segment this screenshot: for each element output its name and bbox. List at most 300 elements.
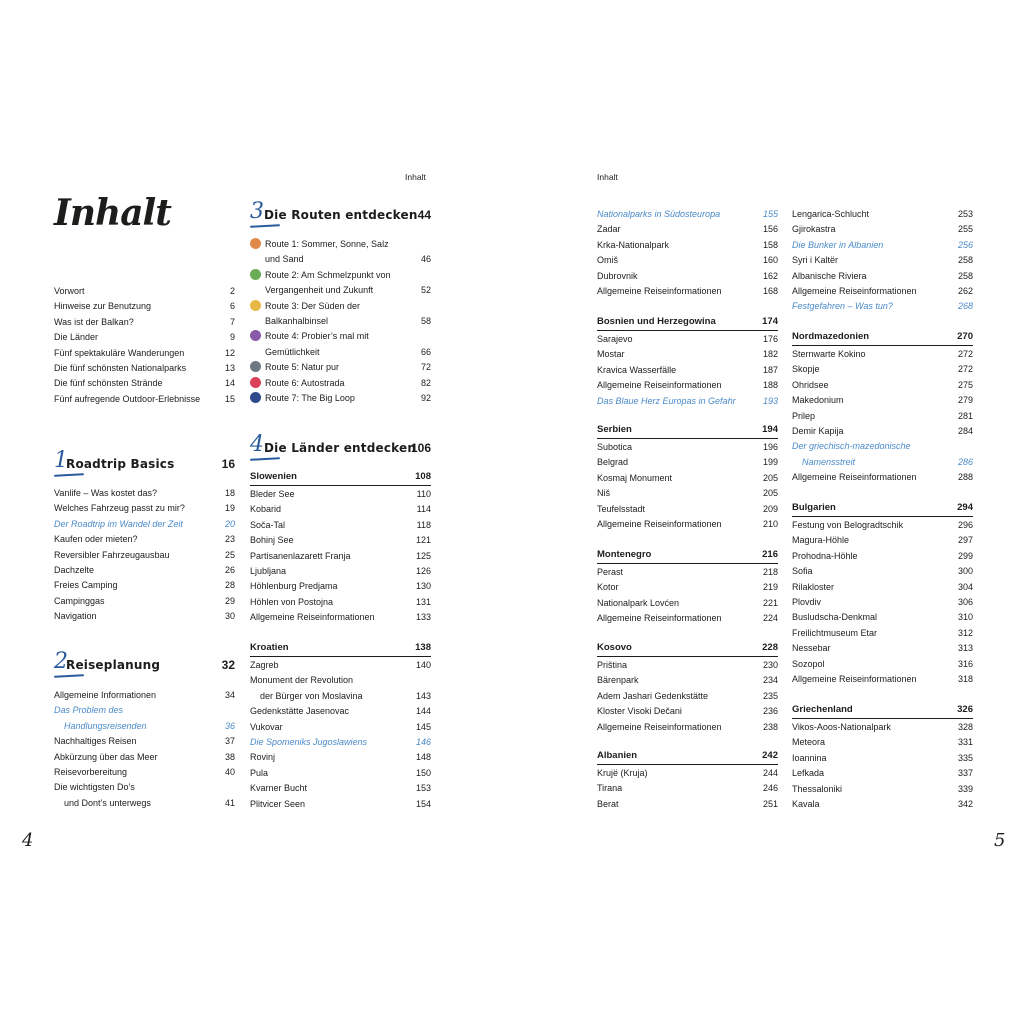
- toc-entry[interactable]: [54, 734, 235, 749]
- entry-title: Sofia: [792, 566, 813, 577]
- toc-entry[interactable]: [792, 657, 973, 672]
- country-heading[interactable]: [792, 703, 973, 719]
- entry-page: 258: [957, 255, 973, 266]
- entry-title: Festung von Belogradtschik: [792, 520, 904, 530]
- route-color-dot-icon: [250, 300, 261, 311]
- toc-entry[interactable]: [597, 673, 778, 688]
- chapter-number: 2: [54, 649, 68, 674]
- entry-title: Kobarid: [250, 504, 282, 515]
- country-heading[interactable]: [597, 548, 778, 564]
- toc-entry[interactable]: [250, 673, 431, 688]
- country-heading[interactable]: [792, 330, 973, 346]
- route-color-dot-icon: [250, 361, 261, 372]
- toc-entry[interactable]: [597, 704, 778, 719]
- toc-entry[interactable]: [54, 299, 235, 314]
- toc-entry[interactable]: [597, 363, 778, 378]
- entry-title: Tirana: [597, 783, 623, 794]
- toc-entry[interactable]: [597, 502, 778, 517]
- entry-title: Namensstreit: [802, 456, 856, 467]
- toc-entry[interactable]: [54, 517, 235, 532]
- entry-title: Allgemeine Reiseinformationen: [597, 613, 722, 624]
- entry-page: 46: [420, 254, 431, 265]
- route-color-dot-icon: [250, 392, 261, 403]
- toc-entry[interactable]: [54, 486, 235, 501]
- entry-title: Zagreb: [250, 660, 279, 670]
- entry-page: 155: [762, 209, 778, 219]
- toc-entry[interactable]: [54, 330, 235, 345]
- route-title: [250, 329, 431, 344]
- toc-entry[interactable]: [250, 781, 431, 796]
- entry-page: 148: [415, 752, 431, 763]
- toc-entry[interactable]: [792, 362, 973, 377]
- entry-page: 221: [762, 597, 778, 608]
- route-color-dot-icon: [250, 330, 261, 341]
- toc-entry[interactable]: [54, 361, 235, 376]
- entry-title: Meteora: [792, 737, 826, 748]
- route-title-line1: Route 3: Der Süden der: [265, 300, 361, 311]
- entry-title: Welches Fahrzeug passt zu mir?: [54, 503, 185, 514]
- entry-title: Allgemeine Reiseinformationen: [792, 674, 917, 685]
- route-title-line1: Route 4: Probier’s mal mit: [265, 331, 369, 342]
- chapter-page: 16: [221, 457, 235, 471]
- toc-entry[interactable]: [597, 440, 778, 455]
- toc-entry[interactable]: [250, 502, 431, 517]
- country-name: Kroatien: [250, 642, 289, 653]
- country-heading[interactable]: [597, 423, 778, 439]
- chapter-1-heading[interactable]: [54, 446, 235, 476]
- brush-underline: [54, 473, 84, 477]
- toc-entry[interactable]: [597, 580, 778, 595]
- toc-entry[interactable]: [597, 238, 778, 253]
- chapter-number: 3: [250, 199, 264, 224]
- toc-entry[interactable]: [792, 797, 973, 812]
- chapter-4-heading[interactable]: [250, 430, 431, 460]
- toc-entry[interactable]: [250, 610, 431, 625]
- entry-page: 288: [957, 472, 973, 483]
- country-heading[interactable]: [250, 470, 431, 486]
- toc-entry[interactable]: [792, 393, 973, 408]
- toc-entry[interactable]: [54, 532, 235, 547]
- chapter-3-heading[interactable]: [250, 197, 431, 227]
- toc-entry[interactable]: [792, 610, 973, 625]
- entry-page: 196: [762, 442, 778, 452]
- toc-entry[interactable]: [250, 595, 431, 610]
- intro-list: [54, 284, 235, 407]
- route-title-line2: und Sand: [265, 254, 304, 265]
- toc-entry[interactable]: [54, 703, 235, 718]
- entry-title: Ljubljana: [250, 566, 287, 577]
- toc-entry[interactable]: [792, 347, 973, 362]
- toc-entry[interactable]: [54, 780, 235, 795]
- entry-title: Perast: [597, 567, 624, 577]
- toc-entry[interactable]: [54, 750, 235, 765]
- toc-entry[interactable]: [250, 766, 431, 781]
- route-entry[interactable]: [250, 237, 431, 252]
- entry-title: Krujë (Kruja): [597, 768, 648, 778]
- toc-entry[interactable]: [597, 222, 778, 237]
- entry-page: 281: [957, 410, 973, 421]
- route-entry[interactable]: [250, 268, 431, 283]
- country-page: 194: [762, 424, 778, 435]
- entry-title: Adem Jashari Gedenkstätte: [597, 690, 709, 701]
- entry-title: Freies Camping: [54, 580, 118, 591]
- country-name: Bosnien und Herzegowina: [597, 316, 716, 327]
- entry-title: Kravica Wasserfälle: [597, 364, 677, 375]
- toc-entry[interactable]: [250, 518, 431, 533]
- entry-title: Pula: [250, 767, 269, 778]
- toc-entry[interactable]: [54, 609, 235, 624]
- entry-page: 176: [762, 334, 778, 344]
- entry-title: Gjirokastra: [792, 224, 836, 235]
- toc-entry[interactable]: [597, 486, 778, 501]
- route-title-line1: Route 7: The Big Loop: [265, 393, 355, 404]
- toc-entry[interactable]: [597, 471, 778, 486]
- entry-title: Makedonium: [792, 395, 844, 406]
- country-page: 294: [957, 502, 973, 513]
- toc-entry[interactable]: [54, 501, 235, 516]
- entry-title: Reisevorbereitung: [54, 767, 128, 778]
- brush-underline: [250, 457, 280, 461]
- country-heading[interactable]: [250, 641, 431, 657]
- toc-entry[interactable]: [54, 563, 235, 578]
- toc-entry[interactable]: [792, 518, 973, 533]
- toc-entry[interactable]: [250, 658, 431, 673]
- entry-title: Demir Kapija: [792, 426, 844, 437]
- toc-entry[interactable]: [54, 346, 235, 361]
- chapter-page: 106: [410, 441, 431, 455]
- entry-title: Bärenpark: [597, 675, 639, 686]
- toc-entry[interactable]: [597, 394, 778, 409]
- entry-title: Skopje: [792, 364, 820, 375]
- entry-title: Vukovar: [250, 721, 283, 732]
- toc-entry[interactable]: [54, 719, 235, 734]
- entry-title: Mostar: [597, 349, 625, 360]
- section-serbien: [597, 423, 778, 532]
- entry-page: 26: [224, 565, 235, 576]
- entry-page: 256: [957, 239, 973, 250]
- toc-entry[interactable]: [792, 580, 973, 595]
- entry-title: Albanische Riviera: [792, 270, 867, 281]
- entry-page: 304: [957, 581, 973, 592]
- entry-title: Freilichtmuseum Etar: [792, 627, 878, 638]
- entry-title: Abkürzung über das Meer: [54, 751, 158, 762]
- entry-page: 92: [420, 393, 431, 404]
- entry-title: Sarajevo: [597, 334, 633, 344]
- entry-page: 234: [762, 675, 778, 686]
- entry-page: 146: [415, 737, 431, 748]
- toc-entry[interactable]: [792, 672, 973, 687]
- entry-title: Navigation: [54, 611, 97, 622]
- section-griechenland: [792, 703, 973, 812]
- entry-title: Soča-Tal: [250, 519, 286, 530]
- chapter-2-heading[interactable]: [54, 647, 235, 677]
- entry-title: Die Länder: [54, 332, 99, 343]
- toc-entry[interactable]: [597, 269, 778, 284]
- toc-entry[interactable]: [792, 238, 973, 253]
- toc-entry[interactable]: [597, 347, 778, 362]
- entry-title: Allgemeine Reiseinformationen: [792, 286, 917, 297]
- entry-page: 339: [957, 783, 973, 794]
- entry-title: Niš: [597, 488, 610, 499]
- route-entry-continued[interactable]: [250, 345, 431, 360]
- toc-entry[interactable]: [54, 594, 235, 609]
- entry-page: 15: [224, 393, 235, 404]
- toc-entry[interactable]: [792, 439, 973, 454]
- route-entry[interactable]: [250, 376, 431, 391]
- toc-entry[interactable]: [597, 781, 778, 796]
- entry-title: Kavala: [792, 799, 820, 810]
- chapter-number: 1: [54, 448, 68, 473]
- toc-entry[interactable]: [250, 533, 431, 548]
- entry-title: Lengarica-Schlucht: [792, 209, 870, 219]
- toc-entry[interactable]: [792, 470, 973, 485]
- entry-title: Lefkada: [792, 768, 825, 779]
- toc-entry[interactable]: [792, 564, 973, 579]
- route-color-dot-icon: [250, 269, 261, 280]
- entry-title: Campinggas: [54, 595, 105, 606]
- running-head-right: Inhalt: [597, 172, 618, 182]
- route-title-line1: Route 1: Sommer, Sonne, Salz: [265, 239, 389, 249]
- entry-title: Priština: [597, 660, 628, 670]
- kroatien-continued-list: [597, 207, 778, 299]
- section-bulgarien: [792, 501, 973, 687]
- entry-title: Allgemeine Reiseinformationen: [597, 721, 722, 732]
- route-entry-continued[interactable]: [250, 314, 431, 329]
- route-entry[interactable]: [250, 360, 431, 375]
- entry-title: Die Bunker in Albanien: [792, 239, 884, 250]
- entry-page: 210: [762, 519, 778, 530]
- entry-title: Nationalpark Lovćen: [597, 597, 680, 608]
- entry-page: 7: [229, 316, 235, 327]
- route-entry[interactable]: [250, 391, 431, 406]
- route-title-line1: Route 6: Autostrada: [265, 377, 345, 388]
- page-title: Inhalt: [54, 192, 171, 234]
- entry-title: Die Spomeniks Jugoslawiens: [250, 737, 368, 748]
- toc-entry[interactable]: [792, 378, 973, 393]
- toc-entry[interactable]: [597, 517, 778, 532]
- route-title-line2: Gemütlichkeit: [265, 346, 320, 357]
- toc-entry[interactable]: [792, 455, 973, 470]
- country-page: 138: [415, 642, 431, 653]
- entry-title: Hinweise zur Benutzung: [54, 301, 152, 312]
- toc-entry[interactable]: [250, 704, 431, 719]
- toc-entry[interactable]: [250, 549, 431, 564]
- entry-page: 23: [224, 534, 235, 545]
- entry-title: Vikos-Aoos-Nationalpark: [792, 722, 891, 732]
- toc-entry[interactable]: [250, 564, 431, 579]
- section-montenegro: [597, 548, 778, 627]
- toc-entry[interactable]: [250, 689, 431, 704]
- toc-entry[interactable]: [792, 284, 973, 299]
- entry-page: 12: [224, 347, 235, 358]
- entry-title: Prilep: [792, 410, 816, 421]
- entry-page: 121: [415, 535, 431, 546]
- country-page: 326: [957, 704, 973, 715]
- route-entry-continued[interactable]: [250, 283, 431, 298]
- toc-entry[interactable]: [54, 688, 235, 703]
- toc-entry[interactable]: [250, 750, 431, 765]
- entry-page: 258: [957, 270, 973, 281]
- toc-entry[interactable]: [54, 796, 235, 811]
- toc-entry[interactable]: [597, 720, 778, 735]
- toc-entry[interactable]: [597, 207, 778, 222]
- route-color-dot-icon: [250, 377, 261, 388]
- entry-title: Kotor: [597, 582, 619, 593]
- entry-page: 154: [415, 798, 431, 809]
- entry-page: 2: [229, 286, 235, 296]
- section-kroatien: [250, 641, 431, 812]
- route-title-line2: Balkanhalbinsel: [265, 316, 329, 327]
- toc-entry[interactable]: [792, 269, 973, 284]
- route-entry[interactable]: [250, 299, 431, 314]
- entry-title: Dubrovnik: [597, 270, 638, 281]
- entry-page: 126: [415, 566, 431, 577]
- toc-entry[interactable]: [54, 548, 235, 563]
- toc-entry[interactable]: [597, 455, 778, 470]
- entry-title: Ioannina: [792, 752, 827, 763]
- toc-entry[interactable]: [597, 766, 778, 781]
- entry-title: Handlungsreisenden: [64, 720, 147, 731]
- toc-entry[interactable]: [597, 253, 778, 268]
- toc-entry[interactable]: [792, 533, 973, 548]
- brush-underline: [54, 674, 84, 678]
- toc-entry[interactable]: [792, 299, 973, 314]
- toc-entry[interactable]: [597, 565, 778, 580]
- toc-entry[interactable]: [597, 797, 778, 812]
- section-slowenien: [250, 470, 431, 626]
- entry-title: Thessaloniki: [792, 783, 843, 794]
- entry-page: 40: [224, 767, 235, 778]
- toc-entry[interactable]: [792, 222, 973, 237]
- toc-entry[interactable]: [54, 765, 235, 780]
- toc-entry[interactable]: [792, 207, 973, 222]
- toc-entry[interactable]: [54, 284, 235, 299]
- entry-title: Allgemeine Reiseinformationen: [597, 286, 722, 297]
- toc-entry[interactable]: [792, 253, 973, 268]
- toc-entry[interactable]: [597, 689, 778, 704]
- route-title: [250, 360, 413, 375]
- entry-page: 131: [415, 596, 431, 607]
- route-entry[interactable]: [250, 329, 431, 344]
- toc-entry[interactable]: [792, 549, 973, 564]
- toc-entry[interactable]: [597, 611, 778, 626]
- entry-page: 187: [762, 364, 778, 375]
- entry-page: 316: [957, 658, 973, 669]
- entry-page: 25: [224, 549, 235, 560]
- entry-page: 313: [957, 643, 973, 654]
- entry-page: 18: [224, 488, 235, 498]
- toc-entry[interactable]: [597, 378, 778, 393]
- brush-underline: [250, 224, 280, 228]
- toc-entry[interactable]: [792, 595, 973, 610]
- entry-page: 209: [762, 503, 778, 514]
- route-title: [250, 391, 413, 406]
- toc-entry[interactable]: [597, 658, 778, 673]
- toc-entry[interactable]: [597, 332, 778, 347]
- entry-title: Allgemeine Reiseinformationen: [250, 612, 375, 623]
- entry-title: Sternwarte Kokino: [792, 349, 866, 359]
- chapter-page: 44: [417, 208, 431, 222]
- toc-entry[interactable]: [54, 578, 235, 593]
- country-page: 174: [762, 316, 778, 327]
- toc-entry[interactable]: [597, 284, 778, 299]
- entry-page: 37: [224, 736, 235, 747]
- toc-entry[interactable]: [250, 579, 431, 594]
- entry-page: 162: [762, 270, 778, 281]
- toc-entry[interactable]: [250, 797, 431, 812]
- entry-page: 297: [957, 535, 973, 546]
- entry-page: 160: [762, 255, 778, 266]
- country-heading[interactable]: [597, 641, 778, 657]
- entry-page: 300: [957, 566, 973, 577]
- toc-entry[interactable]: [792, 626, 973, 641]
- toc-entry[interactable]: [54, 315, 235, 330]
- entry-page: 279: [957, 395, 973, 406]
- country-name: Nordmazedonien: [792, 331, 870, 342]
- toc-entry[interactable]: [597, 596, 778, 611]
- entry-title: Das Blaue Herz Europas in Gefahr: [597, 395, 736, 406]
- chapter-page: 32: [221, 658, 235, 672]
- route-entry-continued[interactable]: [250, 252, 431, 267]
- toc-entry[interactable]: [792, 782, 973, 797]
- route-title: [250, 268, 431, 283]
- entry-title: Allgemeine Reiseinformationen: [792, 472, 917, 483]
- route-title: [250, 299, 431, 314]
- section-bosnien: [597, 315, 778, 409]
- route-title: [250, 376, 413, 391]
- entry-page: 6: [229, 301, 235, 312]
- entry-title: Allgemeine Reiseinformationen: [597, 380, 722, 391]
- route-title: [250, 237, 431, 252]
- entry-page: 224: [762, 613, 778, 624]
- entry-page: 82: [420, 377, 431, 388]
- entry-title: der Bürger von Moslavina: [260, 690, 363, 701]
- chapter-title: Roadtrip Basics: [66, 457, 175, 471]
- toc-entry[interactable]: [250, 720, 431, 735]
- entry-page: 205: [762, 488, 778, 499]
- toc-entry[interactable]: [54, 392, 235, 407]
- entry-page: 114: [416, 504, 431, 515]
- toc-entry[interactable]: [792, 751, 973, 766]
- route-title-line1: Route 5: Natur pur: [265, 362, 340, 373]
- toc-entry[interactable]: [792, 409, 973, 424]
- toc-entry[interactable]: [792, 766, 973, 781]
- toc-entry[interactable]: [792, 424, 973, 439]
- entry-page: 199: [762, 457, 778, 468]
- toc-entry[interactable]: [792, 735, 973, 750]
- entry-title: Prohodna-Höhle: [792, 550, 858, 561]
- toc-entry[interactable]: [54, 376, 235, 391]
- country-heading[interactable]: [792, 501, 973, 517]
- entry-title: Partisanenlazarett Franja: [250, 550, 351, 561]
- country-page: 228: [762, 642, 778, 653]
- entry-page: 118: [416, 519, 431, 530]
- entry-page: 52: [420, 285, 431, 296]
- route-color-dot-icon: [250, 238, 261, 249]
- entry-page: 143: [415, 690, 431, 701]
- toc-entry[interactable]: [250, 735, 431, 750]
- country-heading[interactable]: [597, 749, 778, 765]
- entry-page: 268: [957, 301, 973, 312]
- entry-page: 36: [224, 720, 235, 731]
- entry-page: 20: [224, 518, 235, 529]
- toc-entry[interactable]: [250, 487, 431, 502]
- country-heading[interactable]: [597, 315, 778, 331]
- entry-title: Ohridsee: [792, 379, 829, 390]
- entry-title: Bohinj See: [250, 535, 294, 546]
- toc-entry[interactable]: [792, 641, 973, 656]
- toc-entry[interactable]: [792, 720, 973, 735]
